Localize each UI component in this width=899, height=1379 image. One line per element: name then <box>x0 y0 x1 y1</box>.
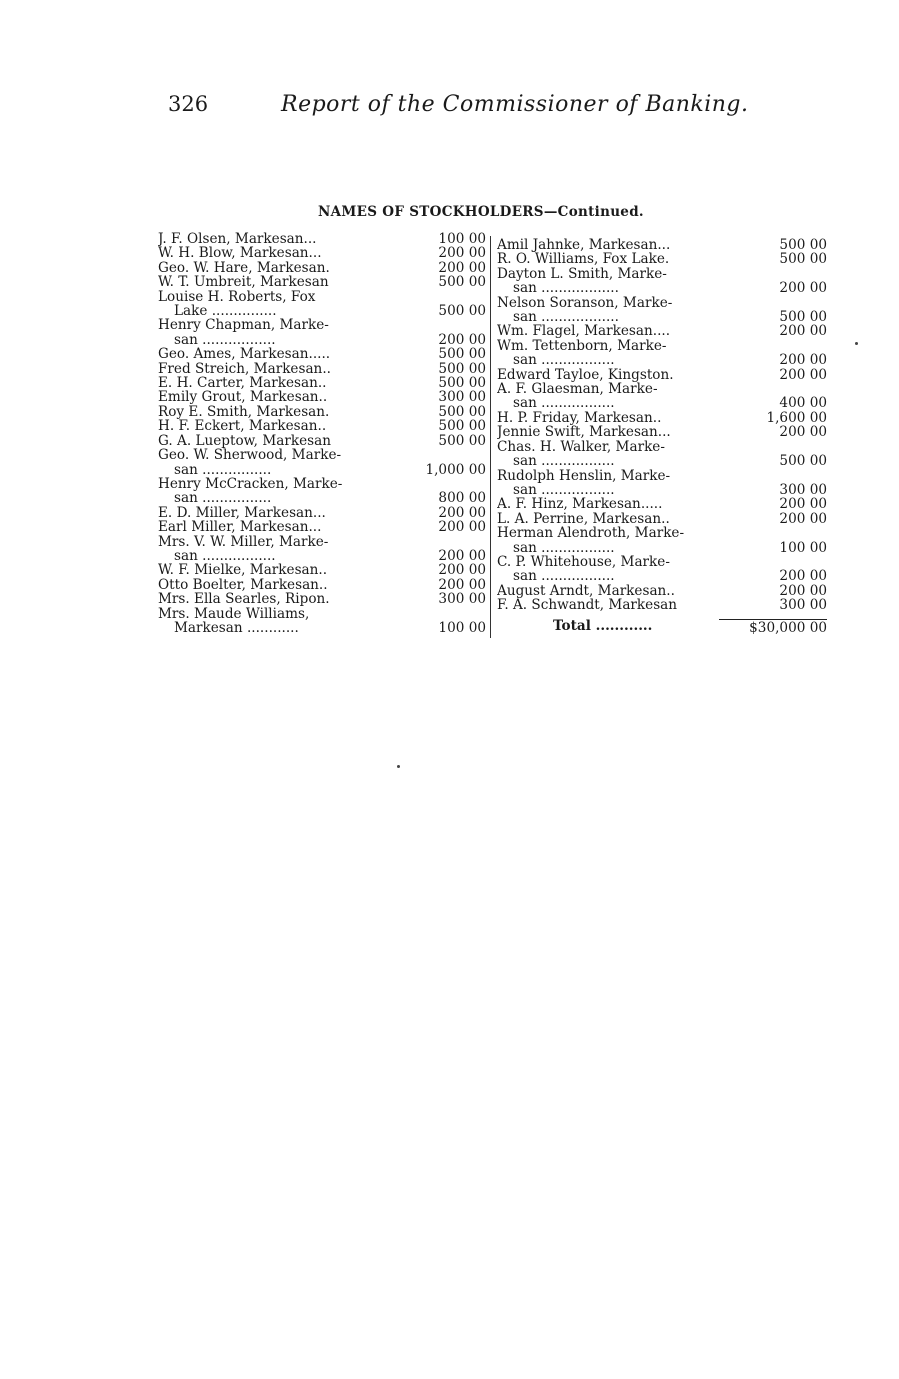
stockholder-name: Fred Streich, Markesan.. <box>158 361 331 377</box>
stockholder-name: H. P. Friday, Markesan.. <box>497 410 662 426</box>
stock-amount: 300 00 <box>779 597 827 614</box>
stockholder-entry-cont <box>497 281 827 295</box>
stock-amount: 500 00 <box>438 274 486 291</box>
stockholder-entry <box>158 419 486 433</box>
stockholder-entry <box>497 584 827 598</box>
section-title: NAMES OF STOCKHOLDERS—Continued. <box>318 204 644 220</box>
stockholder-name: Earl Miller, Markesan... <box>158 520 322 535</box>
stockholder-name-cont: san ................. <box>513 569 615 584</box>
stockholder-name-cont: san ................. <box>174 548 276 564</box>
stock-amount: 100 00 <box>438 619 486 636</box>
stock-amount: 200 00 <box>438 245 486 262</box>
stock-amount: 300 00 <box>438 591 486 608</box>
stockholder-name-cont: san ................ <box>174 462 272 477</box>
stockholder-name-cont: san .................. <box>513 281 619 296</box>
stock-amount: 200 00 <box>779 582 827 599</box>
stockholder-entry <box>158 405 486 419</box>
stockholder-entry-cont <box>158 463 486 477</box>
stockholder-name: E. H. Carter, Markesan.. <box>158 376 327 391</box>
stockholder-name: W. F. Mielke, Markesan.. <box>158 563 328 578</box>
stockholder-entry-cont <box>497 454 827 468</box>
stockholder-name: Jennie Swift, Markesan... <box>497 425 671 440</box>
paper-speck <box>397 765 400 768</box>
stockholder-entry <box>158 390 486 404</box>
paper-speck <box>855 342 858 345</box>
stockholder-entry <box>497 411 827 425</box>
stock-amount: 500 00 <box>438 360 486 377</box>
stockholder-entry-cont <box>497 310 827 324</box>
stockholder-name: E. D. Miller, Markesan... <box>158 505 326 521</box>
stock-amount: 800 00 <box>438 490 486 507</box>
stock-amount: 500 00 <box>779 237 827 253</box>
stockholder-name-cont: san ................. <box>513 482 615 498</box>
stockholder-entry <box>158 535 486 549</box>
stock-amount: 200 00 <box>438 562 486 579</box>
stockholder-entry <box>497 555 827 569</box>
stockholder-name: Edward Tayloe, Kingston. <box>497 367 674 383</box>
stockholder-name: H. F. Eckert, Markesan.. <box>158 419 327 434</box>
stock-amount: 200 00 <box>779 510 827 527</box>
stock-amount: 500 00 <box>438 375 486 392</box>
stockholder-entry <box>158 448 486 462</box>
stock-amount: 100 00 <box>438 231 486 247</box>
stock-amount: 200 00 <box>438 519 486 536</box>
stockholder-name-cont: san ................. <box>513 396 615 411</box>
stockholder-name: A. F. Glaesman, Marke- <box>497 382 658 397</box>
stock-amount: 100 00 <box>779 539 827 556</box>
stock-amount: 500 00 <box>438 303 486 320</box>
stock-amount: 200 00 <box>779 323 827 340</box>
stock-amount: 500 00 <box>779 251 827 268</box>
stockholder-name: Chas. H. Walker, Marke- <box>497 439 665 455</box>
total-row <box>497 619 827 635</box>
stockholder-entry-cont <box>497 396 827 410</box>
stockholder-entry <box>497 497 827 511</box>
stockholder-entry <box>497 238 827 252</box>
stockholder-name: Amil Jahnke, Markesan... <box>497 238 671 253</box>
stock-amount: 200 00 <box>438 331 486 348</box>
stockholder-name: Rudolph Henslin, Marke- <box>497 468 671 483</box>
stockholder-entry <box>158 362 486 376</box>
stockholder-entry-cont <box>158 333 486 347</box>
stockholder-entry-cont <box>497 541 827 555</box>
stock-amount: 500 00 <box>438 432 486 449</box>
stockholder-name-cont: san ................. <box>513 353 615 368</box>
stock-amount: 200 00 <box>779 352 827 369</box>
stockholder-entry <box>158 318 486 332</box>
stockholder-name: Henry Chapman, Marke- <box>158 318 329 333</box>
stockholder-name-cont: Markesan ............ <box>174 620 299 636</box>
stockholder-entry <box>497 425 827 439</box>
stockholder-entry <box>158 578 486 592</box>
stock-amount: 300 00 <box>438 389 486 406</box>
stock-amount: 200 00 <box>779 496 827 513</box>
stockholder-entry <box>497 598 827 612</box>
stockholder-entry-cont <box>158 304 486 318</box>
stock-amount: 200 00 <box>438 504 486 521</box>
stock-amount: 400 00 <box>779 395 827 412</box>
stockholder-name-cont: san ................ <box>174 491 272 506</box>
stockholder-name: G. A. Lueptow, Markesan <box>158 433 331 449</box>
stockholder-entry-cont <box>497 353 827 367</box>
stockholder-entry-cont <box>158 491 486 505</box>
stockholder-entry <box>497 440 827 454</box>
stockholder-name: Henry McCracken, Marke- <box>158 476 343 492</box>
stockholder-name: Geo. W. Sherwood, Marke- <box>158 448 342 463</box>
stock-amount: 1,600 00 <box>766 409 827 426</box>
stockholder-name: A. F. Hinz, Markesan..... <box>497 497 663 512</box>
stockholder-name: Geo. W. Hare, Markesan. <box>158 260 330 276</box>
stockholder-entry-cont <box>158 549 486 563</box>
stockholder-entry <box>158 592 486 606</box>
stockholder-name: Herman Alendroth, Marke- <box>497 526 685 541</box>
stockholder-entry <box>158 275 486 289</box>
total-label: Total ............ <box>553 617 653 634</box>
stockholder-name: J. F. Olsen, Markesan... <box>158 232 317 247</box>
stockholder-entry <box>497 469 827 483</box>
stockholder-entry <box>158 477 486 491</box>
stockholder-name-cont: san ................. <box>513 454 615 469</box>
stockholder-entry <box>158 261 486 275</box>
stockholder-name-cont: san ................. <box>174 332 276 348</box>
stock-amount: 200 00 <box>779 424 827 441</box>
stock-amount: 200 00 <box>779 280 827 297</box>
stockholder-name-cont: Lake ............... <box>174 304 277 319</box>
stock-amount: 200 00 <box>438 576 486 593</box>
stockholder-entry <box>158 506 486 520</box>
stock-amount: 200 00 <box>779 366 827 383</box>
stockholder-entry-cont <box>497 569 827 583</box>
stockholder-entry <box>497 512 827 526</box>
stockholder-name: Geo. Ames, Markesan..... <box>158 347 331 362</box>
stockholder-entry <box>497 526 827 540</box>
stockholder-name: Mrs. Ella Searles, Ripon. <box>158 592 330 607</box>
stockholder-name: August Arndt, Markesan.. <box>497 583 675 599</box>
stock-amount: 500 00 <box>779 453 827 470</box>
stockholder-name: C. P. Whitehouse, Marke- <box>497 554 670 570</box>
stockholder-entry <box>497 339 827 353</box>
stock-amount: 200 00 <box>438 547 486 564</box>
stockholder-name: Mrs. Maude Williams, <box>158 606 310 621</box>
stockholder-entry <box>497 267 827 281</box>
stock-amount: 300 00 <box>779 481 827 498</box>
stockholder-name-cont: san .................. <box>513 310 619 325</box>
stockholder-entry <box>497 382 827 396</box>
stockholder-entry <box>158 563 486 577</box>
stockholder-name: F. A. Schwandt, Markesan <box>497 598 678 613</box>
stock-amount: 1,000 00 <box>425 461 486 478</box>
stockholder-name: Wm. Flagel, Markesan.... <box>497 324 671 339</box>
stockholder-entry <box>158 376 486 390</box>
stockholder-entry <box>497 324 827 338</box>
stockholder-name: Louise H. Roberts, Fox <box>158 289 316 305</box>
stockholder-name: Roy E. Smith, Markesan. <box>158 404 330 420</box>
stock-amount: 500 00 <box>779 309 827 326</box>
stockholder-name: W. H. Blow, Markesan... <box>158 246 322 261</box>
total-amount: $30,000 00 <box>719 619 827 635</box>
stockholder-entry <box>497 368 827 382</box>
stockholder-name: W. T. Umbreit, Markesan <box>158 275 329 290</box>
stockholder-name: Emily Grout, Markesan.. <box>158 390 328 405</box>
stockholder-entry-cont <box>158 621 486 635</box>
stockholder-name: R. O. Williams, Fox Lake. <box>497 252 670 267</box>
stockholder-entry <box>158 232 486 246</box>
stockholder-name: Dayton L. Smith, Marke- <box>497 266 667 282</box>
page-number: 326 <box>168 92 209 116</box>
running-title: Report of the Commissioner of Banking. <box>281 92 749 117</box>
stockholder-entry <box>158 347 486 361</box>
stockholders-left-column <box>158 232 486 635</box>
stockholder-entry <box>497 296 827 310</box>
stockholder-name: Nelson Soranson, Marke- <box>497 295 673 311</box>
stockholder-name: L. A. Perrine, Markesan.. <box>497 511 670 527</box>
stockholder-entry <box>158 246 486 260</box>
page-header <box>168 92 749 128</box>
stock-amount: 500 00 <box>438 346 486 363</box>
stockholder-entry-cont <box>497 483 827 497</box>
stock-amount: 200 00 <box>438 259 486 276</box>
stock-amount: 200 00 <box>779 568 827 585</box>
stockholder-name-cont: san ................. <box>513 540 615 555</box>
stockholder-name: Otto Boelter, Markesan.. <box>158 577 328 593</box>
stockholder-entry <box>158 434 486 448</box>
stockholder-name: Wm. Tettenborn, Marke- <box>497 338 667 354</box>
stockholders-right-column <box>497 238 827 635</box>
stock-amount: 500 00 <box>438 403 486 420</box>
stock-amount: 500 00 <box>438 418 486 435</box>
stockholder-entry <box>158 607 486 621</box>
stockholder-entry <box>158 520 486 534</box>
stockholder-entry <box>497 252 827 266</box>
column-divider <box>490 236 491 638</box>
stockholder-entry <box>158 290 486 304</box>
stockholder-name: Mrs. V. W. Miller, Marke- <box>158 534 329 549</box>
